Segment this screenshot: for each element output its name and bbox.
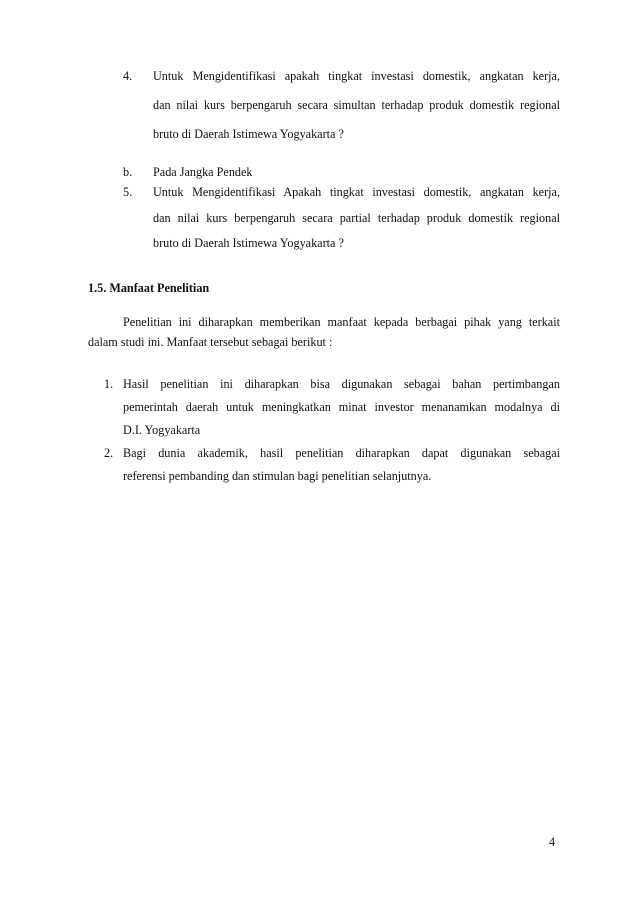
list-item-line: bruto di Daerah Istimewa Yogyakarta ?	[153, 236, 344, 250]
intro-paragraph-line-2: dalam studi ini. Manfaat tersebut sebagai berikut :	[88, 335, 333, 349]
list-marker: 4.	[123, 69, 133, 83]
objective-item-4	[123, 69, 560, 141]
subheading-label: Pada Jangka Pendek	[153, 165, 253, 179]
list-item-line: D.I. Yogyakarta	[123, 423, 201, 437]
section-heading: 1.5. Manfaat Penelitian	[88, 281, 210, 295]
list-marker: 2.	[104, 446, 114, 460]
list-item-line: Untuk Mengidentifikasi Apakah tingkat investasi domestik, angkatan kerja,	[153, 185, 560, 199]
list-item-line: Bagi dunia akademik, hasil penelitian diharapkan dapat digunakan sebagai	[123, 446, 560, 460]
list-item-line: dan nilai kurs berpengaruh secara simultan terhadap produk domestik regional	[153, 98, 560, 112]
list-item-line: pemerintah daerah untuk meningkatkan minat investor menanamkan modalnya di	[123, 400, 560, 414]
benefit-item-1	[104, 377, 560, 437]
list-item-line: referensi pembanding dan stimulan bagi penelitian selanjutnya.	[123, 469, 432, 483]
list-marker: 1.	[104, 377, 114, 391]
objective-subheading-b	[123, 165, 423, 181]
list-item-line: dan nilai kurs berpengaruh secara partial terhadap produk domestik regional	[153, 211, 560, 225]
list-marker: b.	[123, 165, 133, 179]
benefit-item-2	[104, 446, 560, 486]
objective-item-5	[123, 185, 560, 257]
list-item-line: bruto di Daerah Istimewa Yogyakarta ?	[153, 127, 344, 141]
list-marker: 5.	[123, 185, 133, 199]
intro-paragraph-line-1: Penelitian ini diharapkan memberikan manfaat kepada berbagai pihak yang terkait	[123, 315, 560, 329]
page-number: 4	[549, 835, 556, 849]
list-item-line: Untuk Mengidentifikasi apakah tingkat investasi domestik, angkatan kerja,	[153, 69, 560, 83]
list-item-line: Hasil penelitian ini diharapkan bisa digunakan sebagai bahan pertimbangan	[123, 377, 560, 391]
